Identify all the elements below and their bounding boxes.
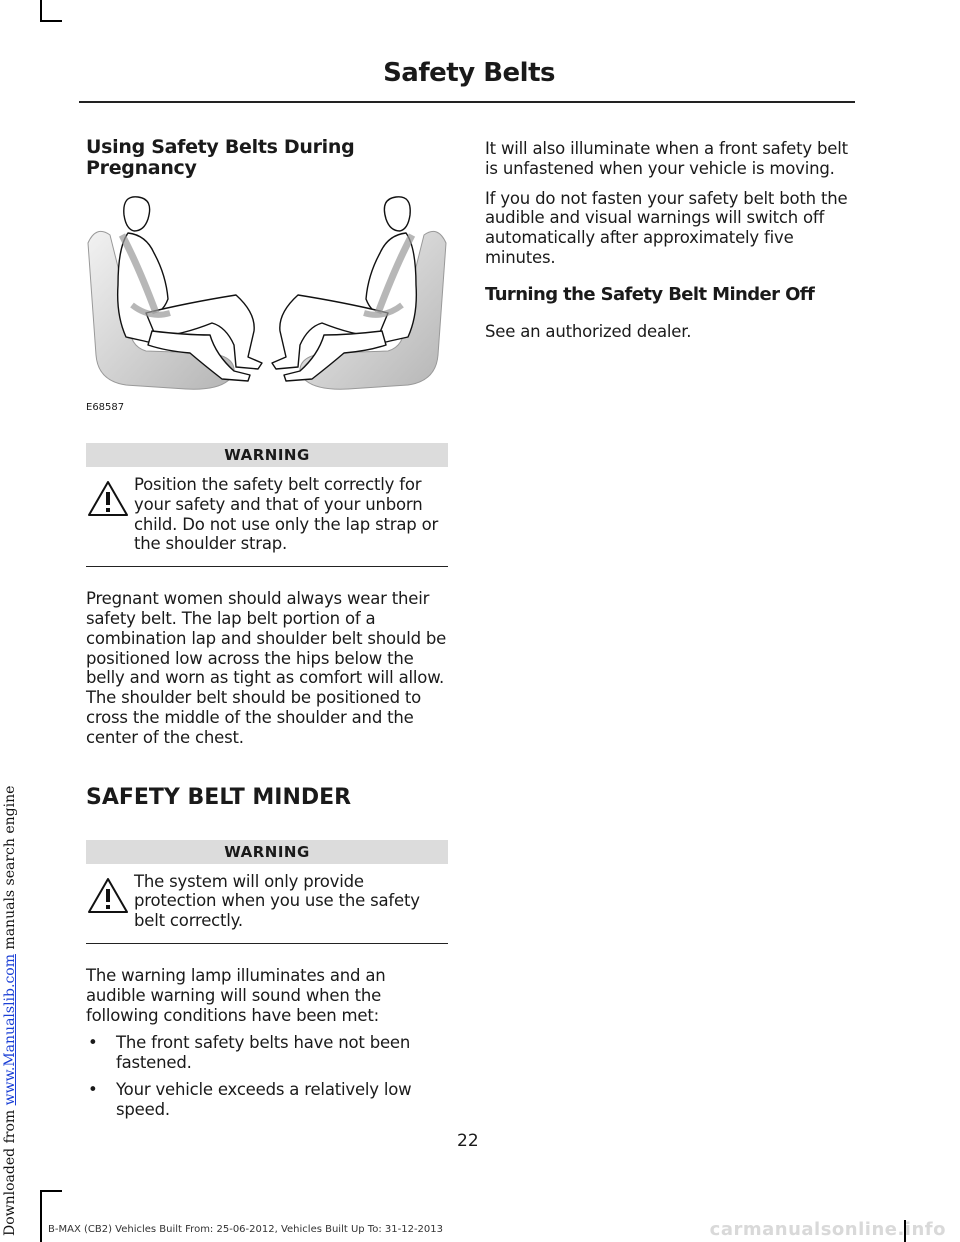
list-item (86, 1080, 448, 1120)
list-item-text: Your vehicle exceeds a relatively low speed. (116, 1079, 412, 1119)
list-item-text: The front safety belts have not been fastened. (116, 1033, 411, 1073)
warning-triangle-icon (86, 876, 130, 916)
minder-intro: The warning lamp illuminates and an audible warning will sound when the following conditions have been met: (86, 965, 386, 1025)
page-header-title: Safety Belts (383, 58, 555, 88)
model-line: B-MAX (CB2) Vehicles Built From: 25-06-2012, Vehicles Built Up To: 31-12-2013 (48, 1224, 443, 1235)
minder-warning-box (86, 840, 448, 944)
list-item (86, 1033, 448, 1073)
dealer-paragraph: See an authorized dealer. (485, 321, 692, 341)
illumination-paragraph: It will also illuminate when a front safety belt is unfastened when your vehicle is moving. (485, 139, 848, 178)
download-stamp-suffix: manuals search engine (2, 785, 18, 950)
left-column (86, 137, 448, 1120)
crop-mark-bottom-left-h (40, 1190, 62, 1192)
bullet-mark: • (88, 1033, 98, 1053)
pregnancy-belt-illustration (86, 195, 448, 415)
download-stamp-prefix: Downloaded from (2, 1109, 18, 1236)
crop-mark-top-left-h (40, 20, 62, 22)
bullet-mark: • (88, 1079, 98, 1099)
warning-text: Position the safety belt correctly for your safety and that of your unborn child. Do not use only the lap strap or the shoulder strap. (134, 475, 439, 554)
right-column (485, 139, 851, 342)
page-number: 22 (457, 1131, 479, 1151)
crop-mark-top-left-v (40, 0, 42, 22)
turning-minder-off-heading: Turning the Safety Belt Minder Off (485, 283, 815, 305)
download-stamp (2, 786, 18, 1236)
auto-switch-off-paragraph: If you do not fasten your safety belt both the audible and visual warnings will switch off automatically after approximately five minutes. (485, 188, 848, 267)
warning-body (86, 467, 448, 567)
watermark: carmanualsonline.info (709, 1219, 946, 1240)
safety-belt-minder-heading: SAFETY BELT MINDER (86, 784, 352, 810)
pregnancy-warning-box (86, 443, 448, 567)
manualslib-link[interactable]: www.Manualslib.com (2, 954, 18, 1106)
warning-header: WARNING (86, 840, 448, 864)
pregnancy-heading: Using Safety Belts During Pregnancy (86, 136, 355, 179)
warning-body (86, 864, 448, 944)
crop-mark-bottom-left-v (40, 1190, 42, 1242)
header-rule (79, 101, 855, 103)
pregnant-occupant-illustration (86, 195, 448, 395)
warning-header: WARNING (86, 443, 448, 467)
pregnancy-paragraph: Pregnant women should always wear their safety belt. The lap belt portion of a combination lap and shoulder belt should be positioned low across the hips below the belly and worn as tight as comfort will allow. The shoulder belt should be positioned to cross the middle of the shoulder and the center of the chest. (86, 589, 447, 747)
figure-label: E68587 (86, 402, 125, 413)
warning-text: The system will only provide protection when you use the safety belt correctly. (134, 871, 420, 931)
warning-triangle-icon (86, 479, 130, 519)
conditions-list (86, 1033, 448, 1119)
